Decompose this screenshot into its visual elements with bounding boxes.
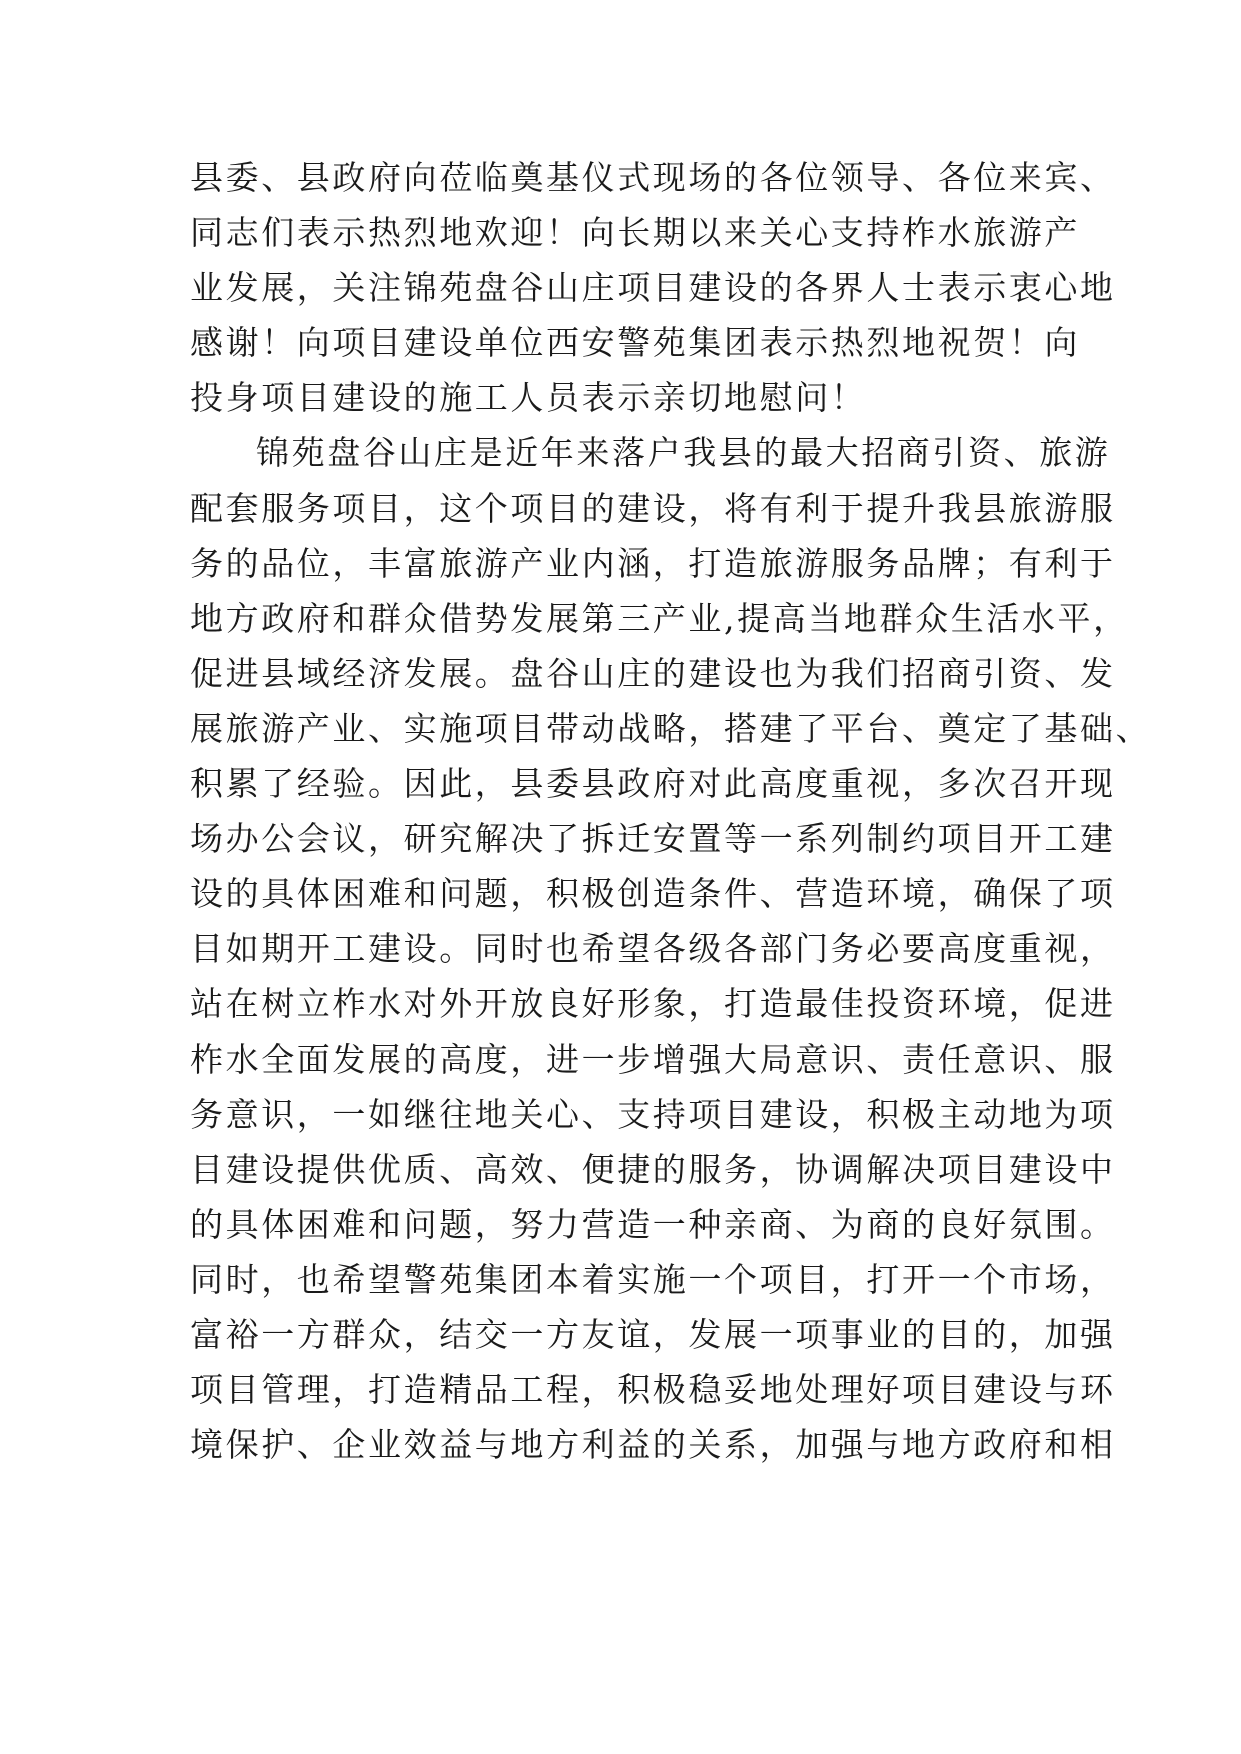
text-line: 地方政府和群众借势发展第三产业,提高当地群众生活水平，	[190, 598, 1129, 638]
text-line: 设的具体困难和问题，积极创造条件、营造环境，确保了项	[190, 874, 1116, 914]
text-line: 同志们表示热烈地欢迎！向长期以来关心支持柞水旅游产	[190, 213, 1080, 253]
text-line: 配套服务项目，这个项目的建设，将有利于提升我县旅游服	[190, 488, 1116, 528]
text-line: 目如期开工建设。同时也希望各级各部门务必要高度重视，	[190, 929, 1116, 969]
text-line: 积累了经验。因此，县委县政府对此高度重视，多次召开现	[190, 764, 1116, 804]
text-line: 柞水全面发展的高度，进一步增强大局意识、责任意识、服	[190, 1039, 1116, 1079]
text-line: 业发展，关注锦苑盘谷山庄项目建设的各界人士表示衷心地	[190, 268, 1116, 308]
paragraph-2	[190, 425, 1152, 1472]
text-line: 项目管理，打造精品工程，积极稳妥地处理好项目建设与环	[190, 1370, 1116, 1410]
text-line: 投身项目建设的施工人员表示亲切地慰问！	[190, 378, 867, 418]
text-line: 境保护、企业效益与地方利益的关系，加强与地方政府和相	[190, 1425, 1116, 1465]
body-text	[190, 150, 1152, 1472]
text-line: 同时，也希望警苑集团本着实施一个项目，打开一个市场，	[190, 1259, 1116, 1299]
text-line: 促进县域经济发展。盘谷山庄的建设也为我们招商引资、发	[190, 653, 1116, 693]
text-line: 站在树立柞水对外开放良好形象，打造最佳投资环境，促进	[190, 984, 1116, 1024]
text-line: 的具体困难和问题，努力营造一种亲商、为商的良好氛围。	[190, 1204, 1116, 1244]
text-line: 务意识，一如继往地关心、支持项目建设，积极主动地为项	[190, 1094, 1116, 1134]
text-line: 县委、县政府向莅临奠基仪式现场的各位领导、各位来宾、	[190, 158, 1116, 197]
text-line: 展旅游产业、实施项目带动战略，搭建了平台、奠定了基础、	[190, 708, 1152, 748]
text-line: 场办公会议，研究解决了拆迁安置等一系列制约项目开工建	[190, 819, 1116, 859]
text-line: 富裕一方群众，结交一方友谊，发展一项事业的目的，加强	[190, 1314, 1116, 1354]
text-line: 目建设提供优质、高效、便捷的服务，协调解决项目建设中	[190, 1149, 1116, 1189]
paragraph-1	[190, 150, 1116, 425]
text-line: 锦苑盘谷山庄是近年来落户我县的最大招商引资、旅游	[256, 433, 1111, 473]
text-line: 务的品位，丰富旅游产业内涵，打造旅游服务品牌；有利于	[190, 543, 1116, 583]
text-line: 感谢！向项目建设单位西安警苑集团表示热烈地祝贺！向	[190, 323, 1080, 363]
